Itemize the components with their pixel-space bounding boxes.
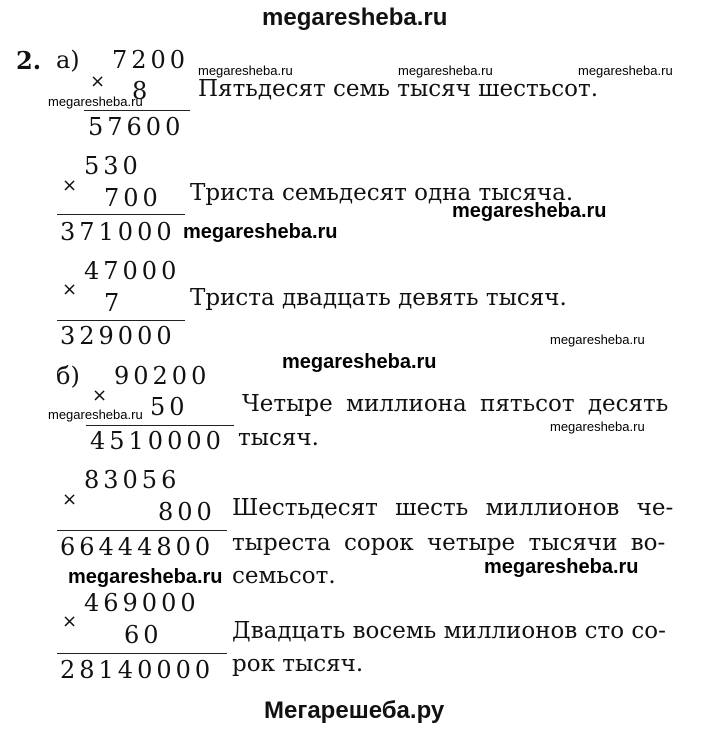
number-words-line-1: Шестьдесят шесть миллионов че-	[232, 495, 674, 521]
watermark-bold: megaresheba.ru	[68, 566, 223, 588]
task-number: 2.	[16, 46, 42, 75]
number-words-line-1: Четыре миллиона пятьсот десять	[242, 391, 669, 417]
result-line	[57, 653, 227, 654]
product: 66444800	[60, 533, 215, 561]
watermark-small: megaresheba.ru	[398, 63, 493, 78]
multiplicand: 469000	[84, 589, 200, 617]
multiplicand: 83056	[84, 466, 181, 494]
multiplier: 50	[150, 393, 189, 421]
watermark-bold: megaresheba.ru	[282, 351, 437, 373]
footer-watermark: Мегарешеба.ру	[264, 697, 445, 724]
times-sign: ×	[90, 71, 106, 92]
number-words-line-2: рок тысяч.	[232, 651, 364, 677]
result-line	[86, 425, 234, 426]
product: 57600	[88, 113, 185, 141]
multiplier: 700	[104, 184, 162, 212]
watermark-small: megaresheba.ru	[550, 419, 645, 434]
result-line	[57, 530, 227, 531]
times-sign: ×	[62, 175, 78, 196]
product: 371000	[60, 218, 176, 246]
watermark-small: megaresheba.ru	[198, 63, 293, 78]
product: 28140000	[60, 656, 215, 684]
watermark-bold: megaresheba.ru	[452, 200, 607, 222]
times-sign: ×	[62, 279, 78, 300]
times-sign: ×	[62, 611, 78, 632]
product: 4510000	[90, 427, 225, 455]
part-a-label: а)	[56, 46, 80, 74]
number-words-line-1: Триста семьдесят одна тысяча.	[190, 180, 574, 206]
number-words-line-1: Триста двадцать девять тысяч.	[190, 285, 567, 311]
result-line	[84, 110, 190, 111]
header-watermark: megaresheba.ru	[262, 4, 448, 31]
number-words-line-3: семьсот.	[232, 563, 336, 589]
product: 329000	[60, 322, 176, 350]
multiplicand: 530	[84, 152, 142, 180]
watermark-bold: megaresheba.ru	[484, 556, 639, 578]
number-words-line-1: Двадцать восемь миллионов сто со-	[232, 618, 666, 644]
multiplier: 800	[158, 498, 216, 526]
multiplicand: 90200	[114, 362, 211, 390]
times-sign: ×	[92, 385, 108, 406]
multiplier: 7	[104, 289, 124, 317]
number-words-line-2: тыреста сорок четыре тысячи во-	[232, 530, 666, 556]
result-line	[57, 214, 185, 215]
number-words-line-2: тысяч.	[238, 425, 319, 451]
times-sign: ×	[62, 489, 78, 510]
multiplier: 60	[124, 621, 163, 649]
number-words-line-1: Пятьдесят семь тысяч шестьсот.	[198, 76, 599, 102]
multiplier: 8	[132, 77, 152, 105]
watermark-bold: megaresheba.ru	[183, 221, 338, 243]
watermark-small: megaresheba.ru	[550, 332, 645, 347]
part-b-label: б)	[56, 362, 80, 390]
watermark-small: megaresheba.ru	[48, 94, 143, 109]
watermark-small: megaresheba.ru	[578, 63, 673, 78]
watermark-small: megaresheba.ru	[48, 407, 143, 422]
multiplicand: 47000	[84, 257, 181, 285]
result-line	[57, 320, 185, 321]
multiplicand: 7200	[112, 46, 190, 74]
